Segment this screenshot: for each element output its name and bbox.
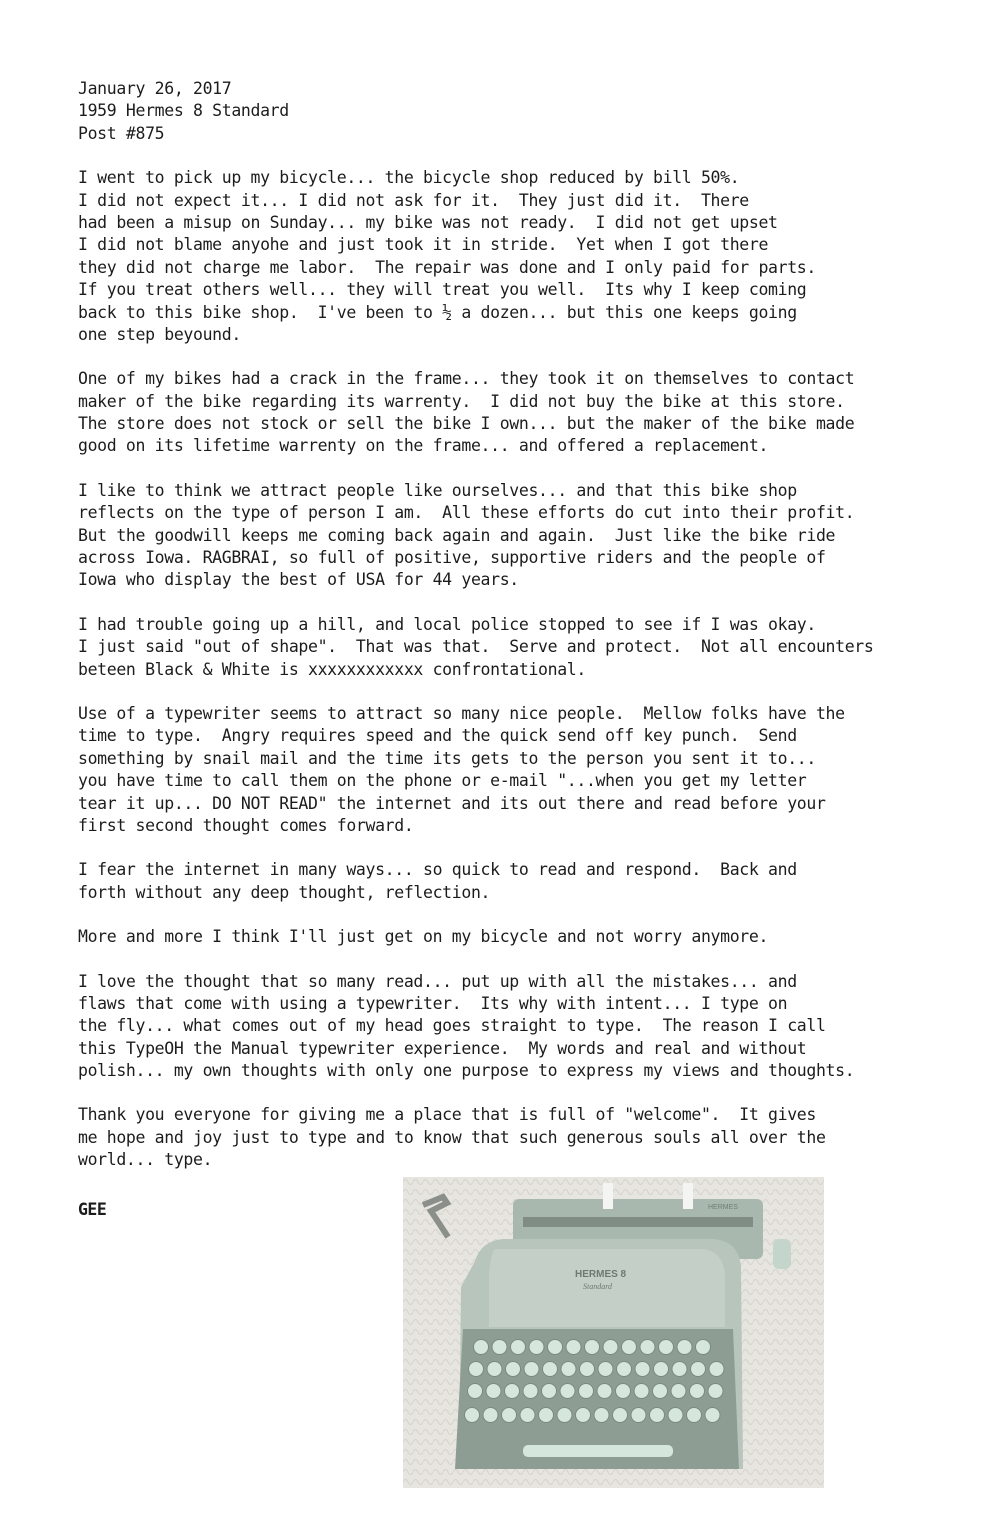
text-line: forth without any deep thought, reflection. [78, 882, 491, 902]
key [492, 1340, 507, 1355]
key [505, 1384, 520, 1399]
text-line: you have time to call them on the phone or e-mail "...when you get my letter [78, 771, 807, 791]
key [580, 1362, 595, 1377]
key [654, 1362, 669, 1377]
text-line: beteen Black & White is xxxxxxxxxxxx confrontational. [78, 659, 586, 679]
key [524, 1362, 539, 1377]
paragraph [78, 480, 948, 592]
key [511, 1340, 526, 1355]
brand-script: Standard [583, 1282, 613, 1291]
text-line: If you treat others well... they will treat you well. Its why I keep coming [78, 280, 807, 300]
text-line: Use of a typewriter seems to attract so many nice people. Mellow folks have the [78, 703, 845, 723]
key [668, 1408, 683, 1423]
text-line: I fear the internet in many ways... so quick to read and respond. Back and [78, 860, 797, 880]
key [653, 1384, 668, 1399]
space-bar [523, 1445, 673, 1457]
key [543, 1362, 558, 1377]
key [708, 1384, 723, 1399]
text-line: me hope and joy just to type and to know that such generous souls all over the [78, 1127, 826, 1147]
text-line: I did not expect it... I did not ask for it. They just did it. There [78, 190, 749, 210]
key [566, 1340, 581, 1355]
text-line: something by snail mail and the time its gets to the person you sent it to... [78, 748, 816, 768]
text-line: I had trouble going up a hill, and local police stopped to see if I was okay. [78, 614, 816, 634]
key [598, 1362, 613, 1377]
key [548, 1340, 563, 1355]
text-line: had been a misup on Sunday... my bike was not ready. I did not get upset [78, 212, 778, 232]
key [631, 1408, 646, 1423]
typewriter-illustration [403, 1177, 824, 1488]
key [585, 1340, 600, 1355]
key [468, 1384, 483, 1399]
key [671, 1384, 686, 1399]
key [650, 1408, 665, 1423]
text-line: good on its lifetime warrenty on the frame... and offered a replacement. [78, 436, 769, 456]
key [539, 1408, 554, 1423]
key [677, 1340, 692, 1355]
header-post: Post #875 [78, 123, 165, 143]
key [597, 1384, 612, 1399]
header-machine: 1959 Hermes 8 Standard [78, 101, 289, 121]
key [634, 1384, 649, 1399]
paragraph [78, 971, 948, 1083]
typewriter-photo [403, 1177, 824, 1488]
key [691, 1362, 706, 1377]
text-line: across Iowa. RAGBRAI, so full of positive, supportive riders and the people of [78, 548, 826, 568]
paragraph [78, 614, 948, 681]
key [523, 1384, 538, 1399]
key [603, 1340, 618, 1355]
key [616, 1384, 631, 1399]
key [557, 1408, 572, 1423]
key [687, 1408, 702, 1423]
key [705, 1408, 720, 1423]
key [520, 1408, 535, 1423]
key [594, 1408, 609, 1423]
text-line: tear it up... DO NOT READ" the internet and its out there and read before your [78, 793, 826, 813]
text-line: one step beyound. [78, 324, 241, 344]
key [690, 1384, 705, 1399]
key [696, 1340, 711, 1355]
key [622, 1340, 637, 1355]
paragraph [78, 926, 948, 948]
text-line: Thank you everyone for giving me a place that is full of "welcome". It gives [78, 1105, 816, 1125]
header-date: January 26, 2017 [78, 79, 232, 98]
paragraph [78, 167, 948, 346]
text-line: this TypeOH the Manual typewriter experience. My words and real and without [78, 1038, 807, 1058]
key [561, 1362, 576, 1377]
letter-body [78, 78, 948, 1172]
text-line: flaws that come with using a typewriter. Its why with intent... I type on [78, 993, 788, 1013]
key [469, 1362, 484, 1377]
signature: GEE [78, 1200, 107, 1219]
key [502, 1408, 517, 1423]
key [474, 1340, 489, 1355]
text-line: I did not blame anyohe and just took it in stride. Yet when I got there [78, 235, 769, 255]
text-line: Iowa who display the best of USA for 44 years. [78, 570, 519, 590]
text-line: polish... my own thoughts with only one purpose to express my views and thoughts. [78, 1061, 855, 1081]
text-line: I went to pick up my bicycle... the bicycle shop reduced by bill 50%. [78, 168, 740, 188]
key [579, 1384, 594, 1399]
key [506, 1362, 521, 1377]
back-label: HERMES [708, 1204, 738, 1211]
key [672, 1362, 687, 1377]
key [529, 1340, 544, 1355]
key [617, 1362, 632, 1377]
text-line: The store does not stock or sell the bike I own... but the maker of the bike made [78, 414, 855, 434]
paragraph [78, 703, 948, 837]
paper-guide [603, 1183, 613, 1209]
key [560, 1384, 575, 1399]
key [542, 1384, 557, 1399]
key [709, 1362, 724, 1377]
key [483, 1408, 498, 1423]
key [487, 1362, 502, 1377]
key [635, 1362, 650, 1377]
text-line: maker of the bike regarding its warrenty. I did not buy the bike at this store. [78, 391, 845, 411]
key [613, 1408, 628, 1423]
text-line: More and more I think I'll just get on my bicycle and not worry anymore. [78, 927, 769, 947]
key [659, 1340, 674, 1355]
text-line: world... type. [78, 1150, 213, 1170]
paragraph [78, 368, 948, 458]
text-line: I love the thought that so many read... put up with all the mistakes... and [78, 971, 797, 991]
key [486, 1384, 501, 1399]
key [576, 1408, 591, 1423]
text-line: first second thought comes forward. [78, 815, 414, 835]
text-line: time to type. Angry requires speed and the quick send off key punch. Send [78, 726, 797, 746]
text-line: One of my bikes had a crack in the frame... they took it on themselves to contact [78, 369, 855, 389]
paragraph [78, 859, 948, 904]
key [640, 1340, 655, 1355]
brand-plate: HERMES 8 [575, 1269, 627, 1280]
text-line: I like to think we attract people like ourselves... and that this bike shop [78, 480, 797, 500]
paragraph [78, 1104, 948, 1171]
text-line: I just said "out of shape". That was that. Serve and protect. Not all encounters [78, 637, 874, 657]
text-line: But the goodwill keeps me coming back again and again. Just like the bike ride [78, 525, 836, 545]
key [465, 1408, 480, 1423]
text-line: back to this bike shop. I've been to ½ a dozen... but this one keeps going [78, 302, 797, 322]
letter-header [78, 78, 948, 145]
text-line: reflects on the type of person I am. All these efforts do cut into their profit. [78, 503, 855, 523]
text-line: the fly... what comes out of my head goes straight to type. The reason I call [78, 1016, 826, 1036]
text-line: they did not charge me labor. The repair was done and I only paid for parts. [78, 257, 816, 277]
platen-knob [773, 1239, 791, 1269]
